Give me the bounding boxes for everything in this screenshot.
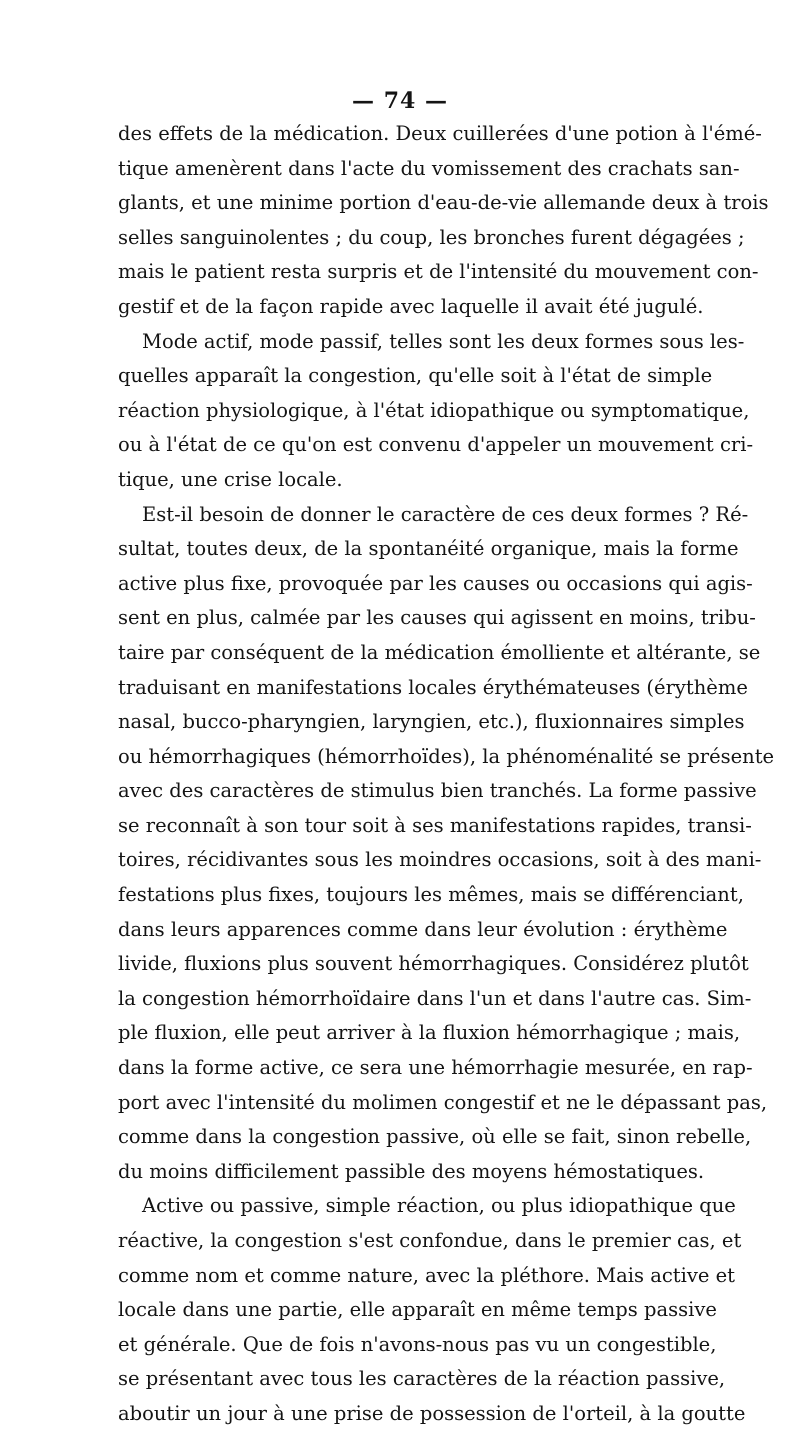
text-line: quelles apparaît la congestion, qu'elle soit à l'état de simple <box>118 364 713 388</box>
text-line: réaction physiologique, à l'état idiopathique ou symptomatique, <box>118 398 750 422</box>
text-line: locale dans une partie, elle apparaît en même temps passive <box>118 1298 717 1322</box>
text-line: Est-il besoin de donner le caractère de ces deux formes ? Ré- <box>142 502 749 526</box>
text-line: mais le patient resta surpris et de l'intensité du mouvement con- <box>118 260 759 284</box>
text-line: comme dans la congestion passive, où elle se fait, sinon rebelle, <box>118 1125 752 1149</box>
text-line: du moins difficilement passible des moyens hémostatiques. <box>118 1159 705 1183</box>
text-line: et générale. Que de fois n'avons-nous pas vu un congestible, <box>118 1332 717 1356</box>
text-line: aboutir un jour à une prise de possession de l'orteil, à la goutte <box>118 1401 746 1425</box>
text-line: avec des caractères de stimulus bien tranchés. La forme passive <box>118 779 757 803</box>
page-number: — 74 — <box>352 88 448 114</box>
text-line: tique, une crise locale. <box>118 467 343 491</box>
text-line: glants, et une minime portion d'eau-de-vie allemande deux à trois <box>118 191 769 215</box>
body-text <box>118 117 775 1432</box>
text-line: des effets de la médication. Deux cuillerées d'une potion à l'émé- <box>118 122 762 145</box>
text-line: la congestion hémorrhoïdaire dans l'un et dans l'autre cas. Sim- <box>118 986 752 1010</box>
text-line: Active ou passive, simple réaction, ou plus idiopathique que <box>142 1194 736 1218</box>
text-line: sultat, toutes deux, de la spontanéité organique, mais la forme <box>118 537 739 561</box>
text-line: tique amenèrent dans l'acte du vomissement des crachats san- <box>118 156 740 180</box>
text-line: comme nom et comme nature, avec la pléthore. Mais active et <box>118 1263 735 1287</box>
text-line: nasal, bucco-pharyngien, laryngien, etc.), fluxionnaires simples <box>118 710 745 734</box>
text-line: active plus fixe, provoquée par les causes ou occasions qui agis- <box>118 571 753 595</box>
text-line: festations plus fixes, toujours les mêmes, mais se différenciant, <box>118 883 744 907</box>
text-line: traduisant en manifestations locales érythémateuses (érythème <box>118 675 748 699</box>
text-line: gestif et de la façon rapide avec laquelle il avait été jugulé. <box>118 294 704 318</box>
text-line: dans leurs apparences comme dans leur évolution : érythème <box>118 917 728 941</box>
text-line: se reconnaît à son tour soit à ses manifestations rapides, transi- <box>118 813 752 837</box>
text-line: livide, fluxions plus souvent hémorrhagiques. Considérez plutôt <box>118 952 749 976</box>
text-line: dans la forme active, ce sera une hémorrhagie mesurée, en rap- <box>118 1056 753 1080</box>
text-line: toires, récidivantes sous les moindres occasions, soit à des mani- <box>118 848 762 872</box>
text-line: Mode actif, mode passif, telles sont les deux formes sous les- <box>142 329 745 353</box>
text-line: réactive, la congestion s'est confondue, dans le premier cas, et <box>118 1229 742 1252</box>
text-line: ou à l'état de ce qu'on est convenu d'appeler un mouvement cri- <box>118 433 754 457</box>
text-line: sent en plus, calmée par les causes qui agissent en moins, tribu- <box>118 606 756 630</box>
text-line: selles sanguinolentes ; du coup, les bronches furent dégagées ; <box>118 225 745 249</box>
text-line: taire par conséquent de la médication émolliente et altérante, se <box>118 640 761 664</box>
text-line: ou hémorrhagiques (hémorrhoïdes), la phénoménalité se présente <box>118 744 775 768</box>
text-line: ple fluxion, elle peut arriver à la fluxion hémorrhagique ; mais, <box>118 1021 741 1045</box>
text-line: se présentant avec tous les caractères de la réaction passive, <box>118 1367 726 1391</box>
text-line: port avec l'intensité du molimen congestif et ne le dépassant pas, <box>118 1090 768 1114</box>
